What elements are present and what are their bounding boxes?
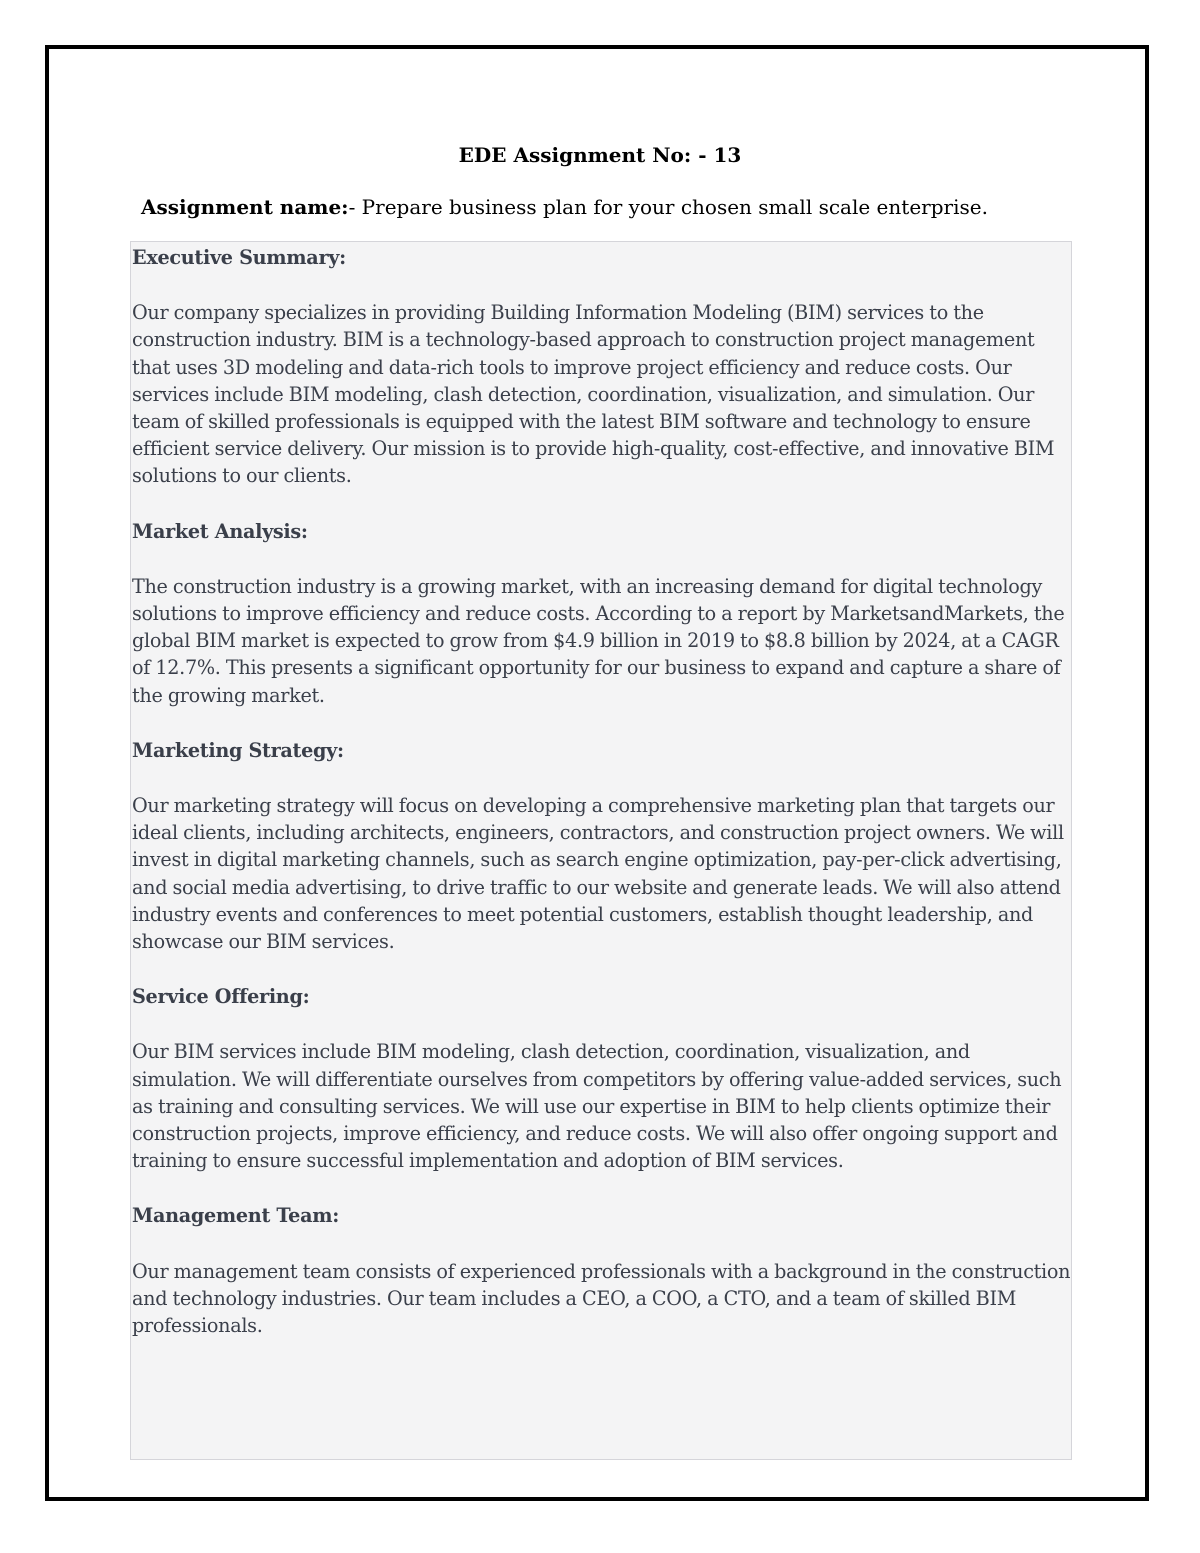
- assignment-text: - Prepare business plan for your chosen small scale enterprise.: [348, 195, 988, 219]
- section-body: Our company specializes in providing Building Information Modeling (BIM) services to the construction industry. BIM is a technology-based approach to construction project management that uses 3D modeling and data-rich tools to improve project efficiency and reduce costs. Our services include BIM modeling, clash detection, coordination, visualization, and simulation. Our team of skilled professionals is equipped with the latest BIM software and technology to ensure efficient service delivery. Our mission is to provide high-quality, cost-effective, and innovative BIM solutions to our clients.: [132, 301, 1055, 488]
- assignment-line: [141, 192, 988, 222]
- section-market-analysis: [132, 518, 1071, 709]
- section-marketing-strategy: [132, 737, 1071, 955]
- assignment-label: Assignment name:: [141, 195, 349, 219]
- section-management-team: [132, 1202, 1071, 1339]
- section-service-offering: [132, 983, 1071, 1174]
- section-heading: Marketing Strategy:: [132, 738, 344, 762]
- section-heading: Market Analysis:: [132, 519, 308, 543]
- page-title: EDE Assignment No: - 13: [458, 143, 742, 167]
- section-executive-summary: [132, 244, 1071, 490]
- section-body: Our BIM services include BIM modeling, clash detection, coordination, visualization, and simulation. We will differentiate ourselves from competitors by offering value-added services, such as training and consulting services. We will use our expertise in BIM to help clients optimize their construction projects, improve efficiency, and reduce costs. We will also offer ongoing support and training to ensure successful implementation and adoption of BIM services.: [132, 1040, 1062, 1173]
- section-body: The construction industry is a growing market, with an increasing demand for digital technology solutions to improve efficiency and reduce costs. According to a report by MarketsandMarkets, the global BIM market is expected to grow from $4.9 billion in 2019 to $8.8 billion by 2024, at a CAGR of 12.7%. This presents a significant opportunity for our business to expand and capture a share of the growing market.: [132, 574, 1065, 707]
- section-body: Our marketing strategy will focus on developing a comprehensive marketing plan that targets our ideal clients, including architects, engineers, contractors, and construction project owners. We will invest in digital marketing channels, such as search engine optimization, pay-per-click advertising, and social media advertising, to drive traffic to our website and generate leads. We will also attend industry events and conferences to meet potential customers, establish thought leadership, and showcase our BIM services.: [132, 794, 1064, 954]
- section-heading: Service Offering:: [132, 985, 310, 1009]
- section-heading: Management Team:: [132, 1204, 339, 1228]
- section-body: Our management team consists of experienced professionals with a background in the construction and technology industries. Our team includes a CEO, a COO, a CTO, and a team of skilled BIM professionals.: [132, 1259, 1071, 1338]
- section-heading: Executive Summary:: [132, 246, 346, 269]
- business-plan-content: [130, 241, 1072, 1460]
